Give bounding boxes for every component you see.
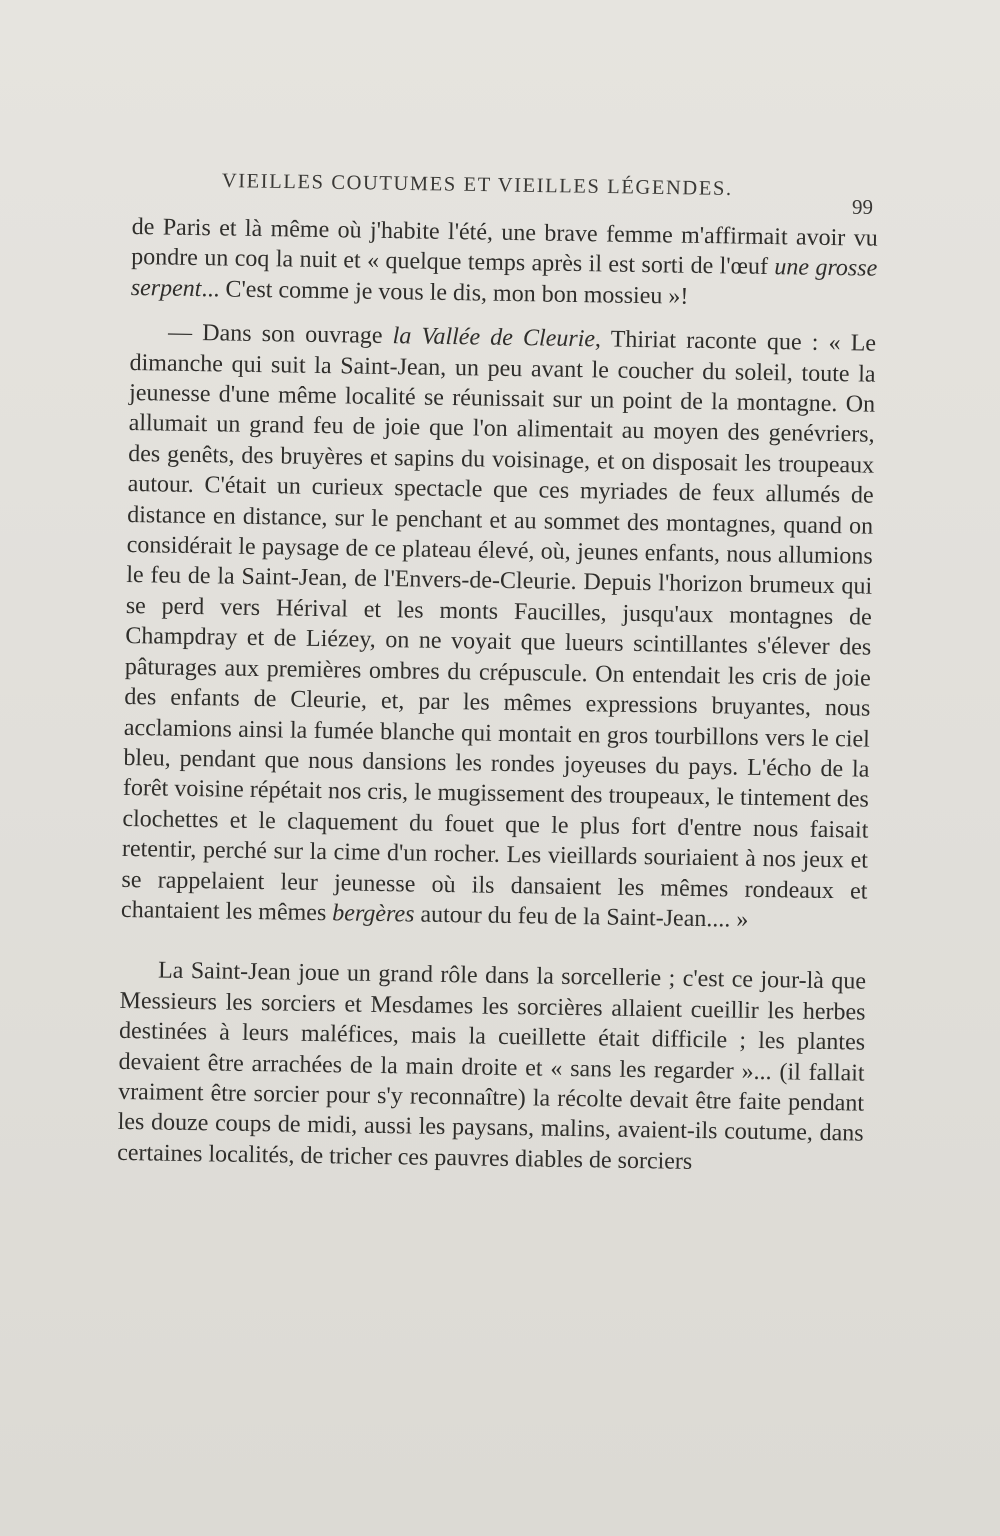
paragraph-2-text-b: , Thiriat raconte que : « Le dimanche qui suit la Saint-Jean, un peu avant le coucher du soleil, toute la jeunesse d'une même localité se réunissait sur un point de la montagne. On allumait un grand feu de joie que l'on alimentait au moyen des genévriers, des genêts, des bruyères et sapins du voisinage, et on disposait les troupeaux autour. C'était un curieux spectacle que ces myriades de feux allumés de distance en distance, sur le penchant et au sommet des montagnes, quand on considérait le paysage de ce plateau élevé, où, jeunes enfants, nous allumions le feu de la Saint-Jean, de l'Envers-de-Cleurie. Depuis l'horizon brumeux qui se perd vers Hérival et les monts Faucilles, jusqu'aux montagnes de Champdray et de Liézey, on ne voyait que lueurs scintillantes s'élever des pâturages aux premières ombres du crépuscule. On entendait les cris de joie des enfants de Cleurie, et, par les mêmes expressions bruyantes, nous acclamions ainsi la fumée blanche qui montait en gros tourbillons vers le ciel bleu, pendant que nous dansions les rondes joyeuses du pays. L'écho de la forêt voisine répétait nos cris, le mugissement des troupeaux, le tintement des clochettes et le claquement du fouet que le plus fort d'entre nous faisait retentir, perché sur la cime d'un rocher. Les vieillards souriaient à nos jeux et se rappelaient leur jeunesse où ils dansaient les mêmes rondeaux et chantaient les mêmes: [120, 326, 877, 927]
paragraph-2-text-a: — Dans son ouvrage: [167, 319, 393, 350]
paragraph-1-text-b: ... C'est comme je vous le dis, mon bon mossieu »!: [201, 275, 689, 310]
paragraph-2-italic-title: la Vallée de Cleurie: [392, 323, 596, 353]
paragraph-3: La Saint-Jean joue un grand rôle dans la sorcellerie ; c'est ce jour-là que Messieurs les sorciers et Mesdames les sorcières allaient cueillir les herbes destinées à leurs maléfices, mais la cueillette était difficile ; les plantes devaient être arrachées de la main droite et « sans les regarder »... (il fallait vraiment être sorcier pour s'y reconnaître) la récolte devait être faite pendant les douze coups de midi, aussi les paysans, malins, avaient-ils coutume, dans certaines localités, de tricher ces pauvres diables de sorciers: [117, 957, 867, 1175]
paragraph-2-text-c: autour du feu de la Saint-Jean.... »: [414, 901, 749, 933]
body-text: [117, 212, 878, 1180]
paragraph-1-italic: une grosse serpent: [130, 254, 878, 302]
running-title: VIEILLES COUTUMES ET VIEILLES LÉGENDES.: [221, 170, 733, 201]
paragraph-1-text-a: de Paris et là même où j'habite l'été, une brave femme m'affirmait avoir vu pondre un coq la nuit et « quelque temps après il est sorti de l'œuf: [131, 213, 878, 281]
page-number: 99: [852, 195, 873, 219]
paragraph-2-italic-word: bergères: [332, 900, 415, 928]
paragraph-2: [121, 317, 876, 937]
paragraph-1: [131, 212, 878, 315]
